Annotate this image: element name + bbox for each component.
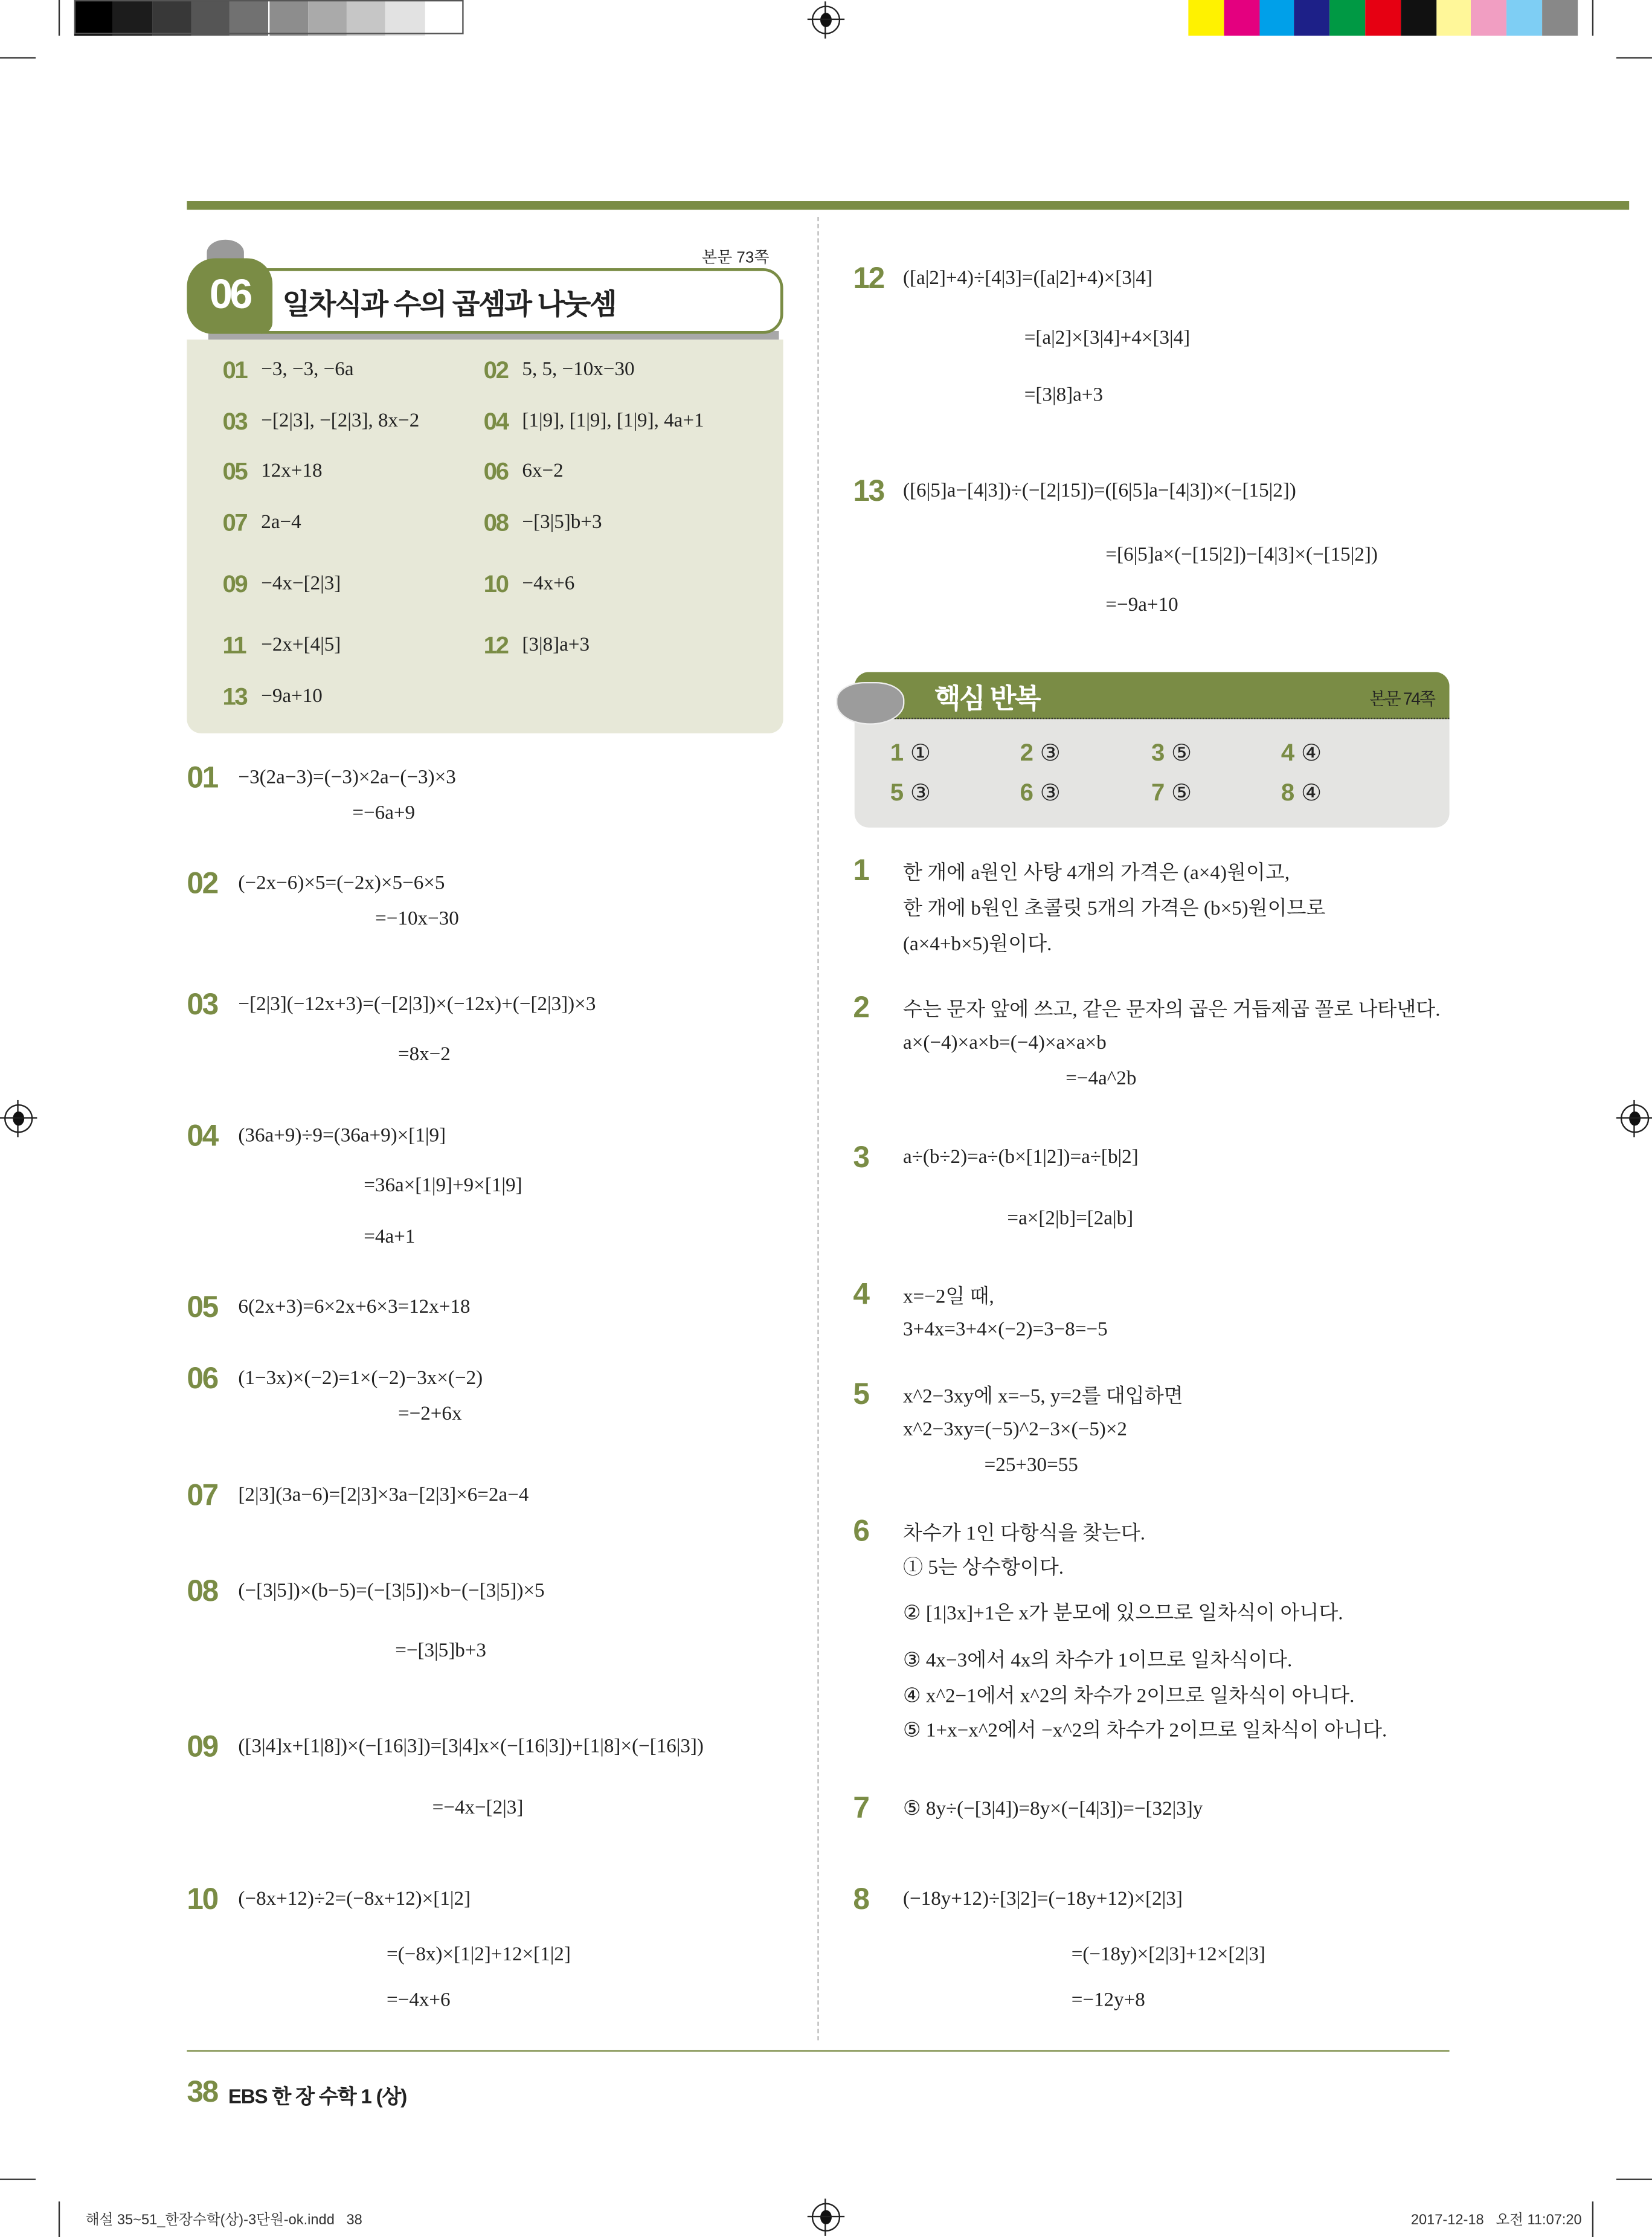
- crop-mark: [1616, 57, 1652, 58]
- registration-mark-icon: [812, 2203, 840, 2232]
- section-title: 일차식과 수의 곱셈과 나눗셈: [282, 289, 616, 321]
- left_solutions-line: =−[3|5]b+3: [395, 1641, 486, 1662]
- core_solutions-line: 한 개에 b원인 초콜릿 5개의 가격은 (b×5)원이므로: [903, 898, 1326, 921]
- color-swatch: [1365, 0, 1401, 36]
- color-swatch: [1188, 0, 1224, 36]
- color-swatch: [1436, 0, 1471, 36]
- core-answer-choice: ③: [910, 782, 931, 806]
- answer-value: −4x+6: [522, 573, 575, 595]
- book-title: EBS 한 장 수학 1 (상): [228, 2084, 407, 2108]
- crop-mark: [1616, 2178, 1652, 2180]
- core_solutions-number: 2: [853, 991, 869, 1025]
- registration-mark-icon: [812, 5, 840, 34]
- core-answer-choice: ⑤: [1171, 782, 1192, 806]
- left_solutions-number: 03: [187, 988, 217, 1022]
- crop-mark: [59, 0, 60, 36]
- core_solutions-line: (a×4+b×5)원이다.: [903, 934, 1052, 956]
- color-swatch: [1507, 0, 1543, 36]
- answer-number: 12: [483, 632, 508, 660]
- left_solutions-number: 01: [187, 762, 217, 795]
- left_solutions-line: =(−8x)×[1|2]+12×[1|2]: [387, 1945, 571, 1966]
- answer-value: 6x−2: [522, 460, 564, 483]
- core_solutions-line: a×(−4)×a×b=(−4)×a×a×b: [903, 1032, 1107, 1055]
- left_solutions-line: −[2|3](−12x+3)=(−[2|3])×(−12x)+(−[2|3])×3: [238, 994, 596, 1016]
- core_solutions-line: ② [1|3x]+1은 x가 분모에 있으므로 일차식이 아니다.: [903, 1603, 1343, 1626]
- crop-mark: [1592, 0, 1593, 36]
- core_solutions-line: 수는 문자 앞에 쓰고, 같은 문자의 곱은 거듭제곱 꼴로 나타낸다.: [903, 1000, 1441, 1022]
- top-rule: [187, 201, 1629, 210]
- core-answer-choice: ①: [910, 742, 931, 767]
- crop-mark: [0, 2178, 36, 2180]
- core_solutions-line: x=−2일 때,: [903, 1287, 994, 1308]
- left_solutions-line: (−8x+12)÷2=(−8x+12)×[1|2]: [238, 1889, 471, 1911]
- core_solutions-number: 4: [853, 1278, 869, 1312]
- answer-number: 10: [483, 570, 508, 598]
- core_solutions-line: ① 5는 상수항이다.: [903, 1558, 1064, 1580]
- right_solutions-line: =−9a+10: [1105, 594, 1178, 617]
- core_solutions-number: 6: [853, 1515, 869, 1548]
- color-swatch: [1330, 0, 1366, 36]
- right_solutions-line: ([a|2]+4)÷[4|3]=([a|2]+4)×[3|4]: [903, 268, 1153, 290]
- answer-value: [3|8]a+3: [522, 635, 590, 657]
- left_solutions-line: (−2x−6)×5=(−2x)×5−6×5: [238, 873, 445, 895]
- core_solutions-line: =(−18y)×[2|3]+12×[2|3]: [1071, 1945, 1266, 1966]
- core_solutions-line: ③ 4x−3에서 4x의 차수가 1이므로 일차식이다.: [903, 1650, 1293, 1673]
- answer-number: 09: [222, 570, 247, 598]
- core_solutions-line: =−4a^2b: [1065, 1068, 1137, 1090]
- answer-number: 08: [483, 509, 508, 537]
- core-answer-number: 2: [1020, 739, 1032, 767]
- right_solutions-line: =[a|2]×[3|4]+4×[3|4]: [1024, 328, 1191, 350]
- core-answer-number: 6: [1020, 779, 1032, 806]
- core_solutions-line: a÷(b÷2)=a÷(b×[1|2])=a÷[b|2]: [903, 1147, 1139, 1169]
- right_solutions-line: =[6|5]a×(−[15|2])−[4|3]×(−[15|2]): [1105, 545, 1378, 567]
- core-answer-choice: ③: [1040, 742, 1061, 767]
- answer-number: 02: [483, 356, 508, 384]
- core_solutions-number: 3: [853, 1141, 869, 1174]
- answer-value: −3, −3, −6a: [261, 359, 354, 381]
- left_solutions-line: =−2+6x: [397, 1404, 462, 1426]
- core_solutions-line: 3+4x=3+4×(−2)=3−8=−5: [903, 1319, 1108, 1342]
- answer-value: −4x−[2|3]: [261, 573, 341, 595]
- answer-value: 5, 5, −10x−30: [522, 359, 635, 381]
- core_solutions-number: 1: [853, 854, 869, 888]
- page-reference: 본문 73쪽: [702, 249, 770, 267]
- core_solutions-line: ④ x^2−1에서 x^2의 차수가 2이므로 일차식이 아니다.: [903, 1686, 1355, 1708]
- color-swatch: [1471, 0, 1507, 36]
- core-answer-number: 4: [1281, 739, 1293, 767]
- crop-mark: [1592, 2201, 1593, 2237]
- left_solutions-line: [2|3](3a−6)=[2|3]×3a−[2|3]×6=2a−4: [238, 1485, 529, 1507]
- answer-value: −2x+[4|5]: [261, 635, 341, 657]
- page-number: 38: [187, 2076, 217, 2109]
- right_solutions-line: =[3|8]a+3: [1024, 385, 1104, 407]
- column-divider: [817, 217, 818, 2040]
- left_solutions-line: =8x−2: [397, 1044, 451, 1066]
- answer-value: −[3|5]b+3: [522, 512, 602, 534]
- registration-mark-icon: [4, 1104, 33, 1133]
- core-page-reference: 본문 74쪽: [1369, 689, 1435, 709]
- answer-number: 03: [222, 408, 247, 436]
- answer-number: 05: [222, 458, 247, 486]
- section-number-badge: 06: [187, 258, 272, 333]
- left_solutions-line: ([3|4]x+[1|8])×(−[16|3])=[3|4]x×(−[16|3])+[1|8]×(−[16|3]): [238, 1736, 704, 1758]
- core_solutions-line: ⑤ 8y÷(−[3|4])=8y×(−[4|3])=−[32|3]y: [903, 1798, 1203, 1820]
- core_solutions-line: x^2−3xy에 x=−5, y=2를 대입하면: [903, 1386, 1183, 1409]
- left_solutions-line: (−[3|5])×(b−5)=(−[3|5])×b−(−[3|5])×5: [238, 1580, 545, 1603]
- answer-value: 12x+18: [261, 460, 323, 483]
- print-timestamp: 2017-12-18 오전 11:07:20: [1410, 2213, 1582, 2229]
- left_solutions-number: 04: [187, 1120, 217, 1153]
- core_solutions-number: 8: [853, 1883, 869, 1916]
- answer-number: 11: [222, 632, 246, 660]
- core-answer-choice: ④: [1300, 742, 1322, 767]
- registration-mark-icon: [1621, 1104, 1649, 1133]
- core_solutions-number: 5: [853, 1378, 869, 1411]
- core_solutions-line: =25+30=55: [984, 1455, 1078, 1477]
- core_solutions-line: =−12y+8: [1071, 1990, 1145, 2012]
- core_solutions-line: x^2−3xy=(−5)^2−3×(−5)×2: [903, 1419, 1127, 1441]
- core-answer-number: 1: [890, 739, 902, 767]
- core-answer-number: 7: [1151, 779, 1163, 806]
- core_solutions-line: (−18y+12)÷[3|2]=(−18y+12)×[2|3]: [903, 1889, 1183, 1911]
- left_solutions-line: =−10x−30: [375, 909, 459, 930]
- color-swatch: [1294, 0, 1330, 36]
- answer-value: −[2|3], −[2|3], 8x−2: [261, 411, 420, 433]
- right_solutions-number: 13: [853, 475, 884, 508]
- core-answer-number: 5: [890, 779, 902, 806]
- grayscale-bar-frame: [74, 0, 464, 34]
- right_solutions-line: ([6|5]a−[4|3])÷(−[2|15])=([6|5]a−[4|3])×(−[15|2]): [903, 480, 1296, 503]
- color-swatch: [1542, 0, 1578, 36]
- color-swatch: [1401, 0, 1436, 36]
- whale-icon: [836, 682, 904, 725]
- left_solutions-line: −3(2a−3)=(−3)×2a−(−3)×3: [238, 767, 456, 790]
- right_solutions-number: 12: [853, 262, 884, 295]
- left_solutions-number: 08: [187, 1575, 217, 1608]
- crop-mark: [0, 57, 36, 58]
- left_solutions-number: 02: [187, 867, 217, 901]
- crop-mark: [59, 2201, 60, 2237]
- answer-number: 13: [222, 683, 247, 711]
- left_solutions-line: 6(2x+3)=6×2x+6×3=12x+18: [238, 1296, 471, 1319]
- left_solutions-line: =−6a+9: [352, 803, 416, 825]
- core-review-title: 핵심 반복: [934, 684, 1040, 715]
- left_solutions-line: =36a×[1|9]+9×[1|9]: [364, 1176, 522, 1197]
- left_solutions-line: =−4x+6: [387, 1990, 451, 2012]
- core-answer-number: 8: [1281, 779, 1293, 806]
- left_solutions-line: (1−3x)×(−2)=1×(−2)−3x×(−2): [238, 1368, 483, 1390]
- answer-number: 04: [483, 408, 508, 436]
- left_solutions-line: (36a+9)÷9=(36a+9)×[1|9]: [238, 1125, 446, 1147]
- color-swatch: [1224, 0, 1259, 36]
- file-info: 해설 35~51_한장수학(상)-3단원-ok.indd 38: [85, 2213, 362, 2229]
- answer-value: −9a+10: [261, 686, 323, 708]
- core_solutions-line: 차수가 1인 다항식을 찾는다.: [903, 1524, 1145, 1545]
- color-swatch: [1259, 0, 1295, 36]
- core_solutions-line: 한 개에 a원인 사탕 4개의 가격은 (a×4)원이고,: [903, 863, 1290, 885]
- left_solutions-number: 07: [187, 1479, 217, 1513]
- core-answer-number: 3: [1151, 739, 1163, 767]
- core_solutions-line: ⑤ 1+x−x^2에서 −x^2의 차수가 2이므로 일차식이 아니다.: [903, 1720, 1387, 1742]
- core-answer-choice: ⑤: [1171, 742, 1192, 767]
- left_solutions-line: =−4x−[2|3]: [432, 1797, 524, 1820]
- core-answer-choice: ③: [1040, 782, 1061, 806]
- answer-number: 06: [483, 458, 508, 486]
- core-answer-choice: ④: [1300, 782, 1322, 806]
- core_solutions-number: 7: [853, 1792, 869, 1825]
- answer-value: [1|9], [1|9], [1|9], 4a+1: [522, 411, 704, 433]
- left_solutions-number: 10: [187, 1883, 217, 1916]
- answer-number: 01: [222, 356, 247, 384]
- left_solutions-number: 06: [187, 1362, 217, 1395]
- left_solutions-line: =4a+1: [364, 1227, 416, 1249]
- footer-rule: [187, 2050, 1449, 2052]
- answer-number: 07: [222, 509, 247, 537]
- core_solutions-line: =a×[2|b]=[2a|b]: [1007, 1208, 1134, 1230]
- left_solutions-number: 05: [187, 1291, 217, 1324]
- left_solutions-number: 09: [187, 1730, 217, 1764]
- answer-value: 2a−4: [261, 512, 301, 534]
